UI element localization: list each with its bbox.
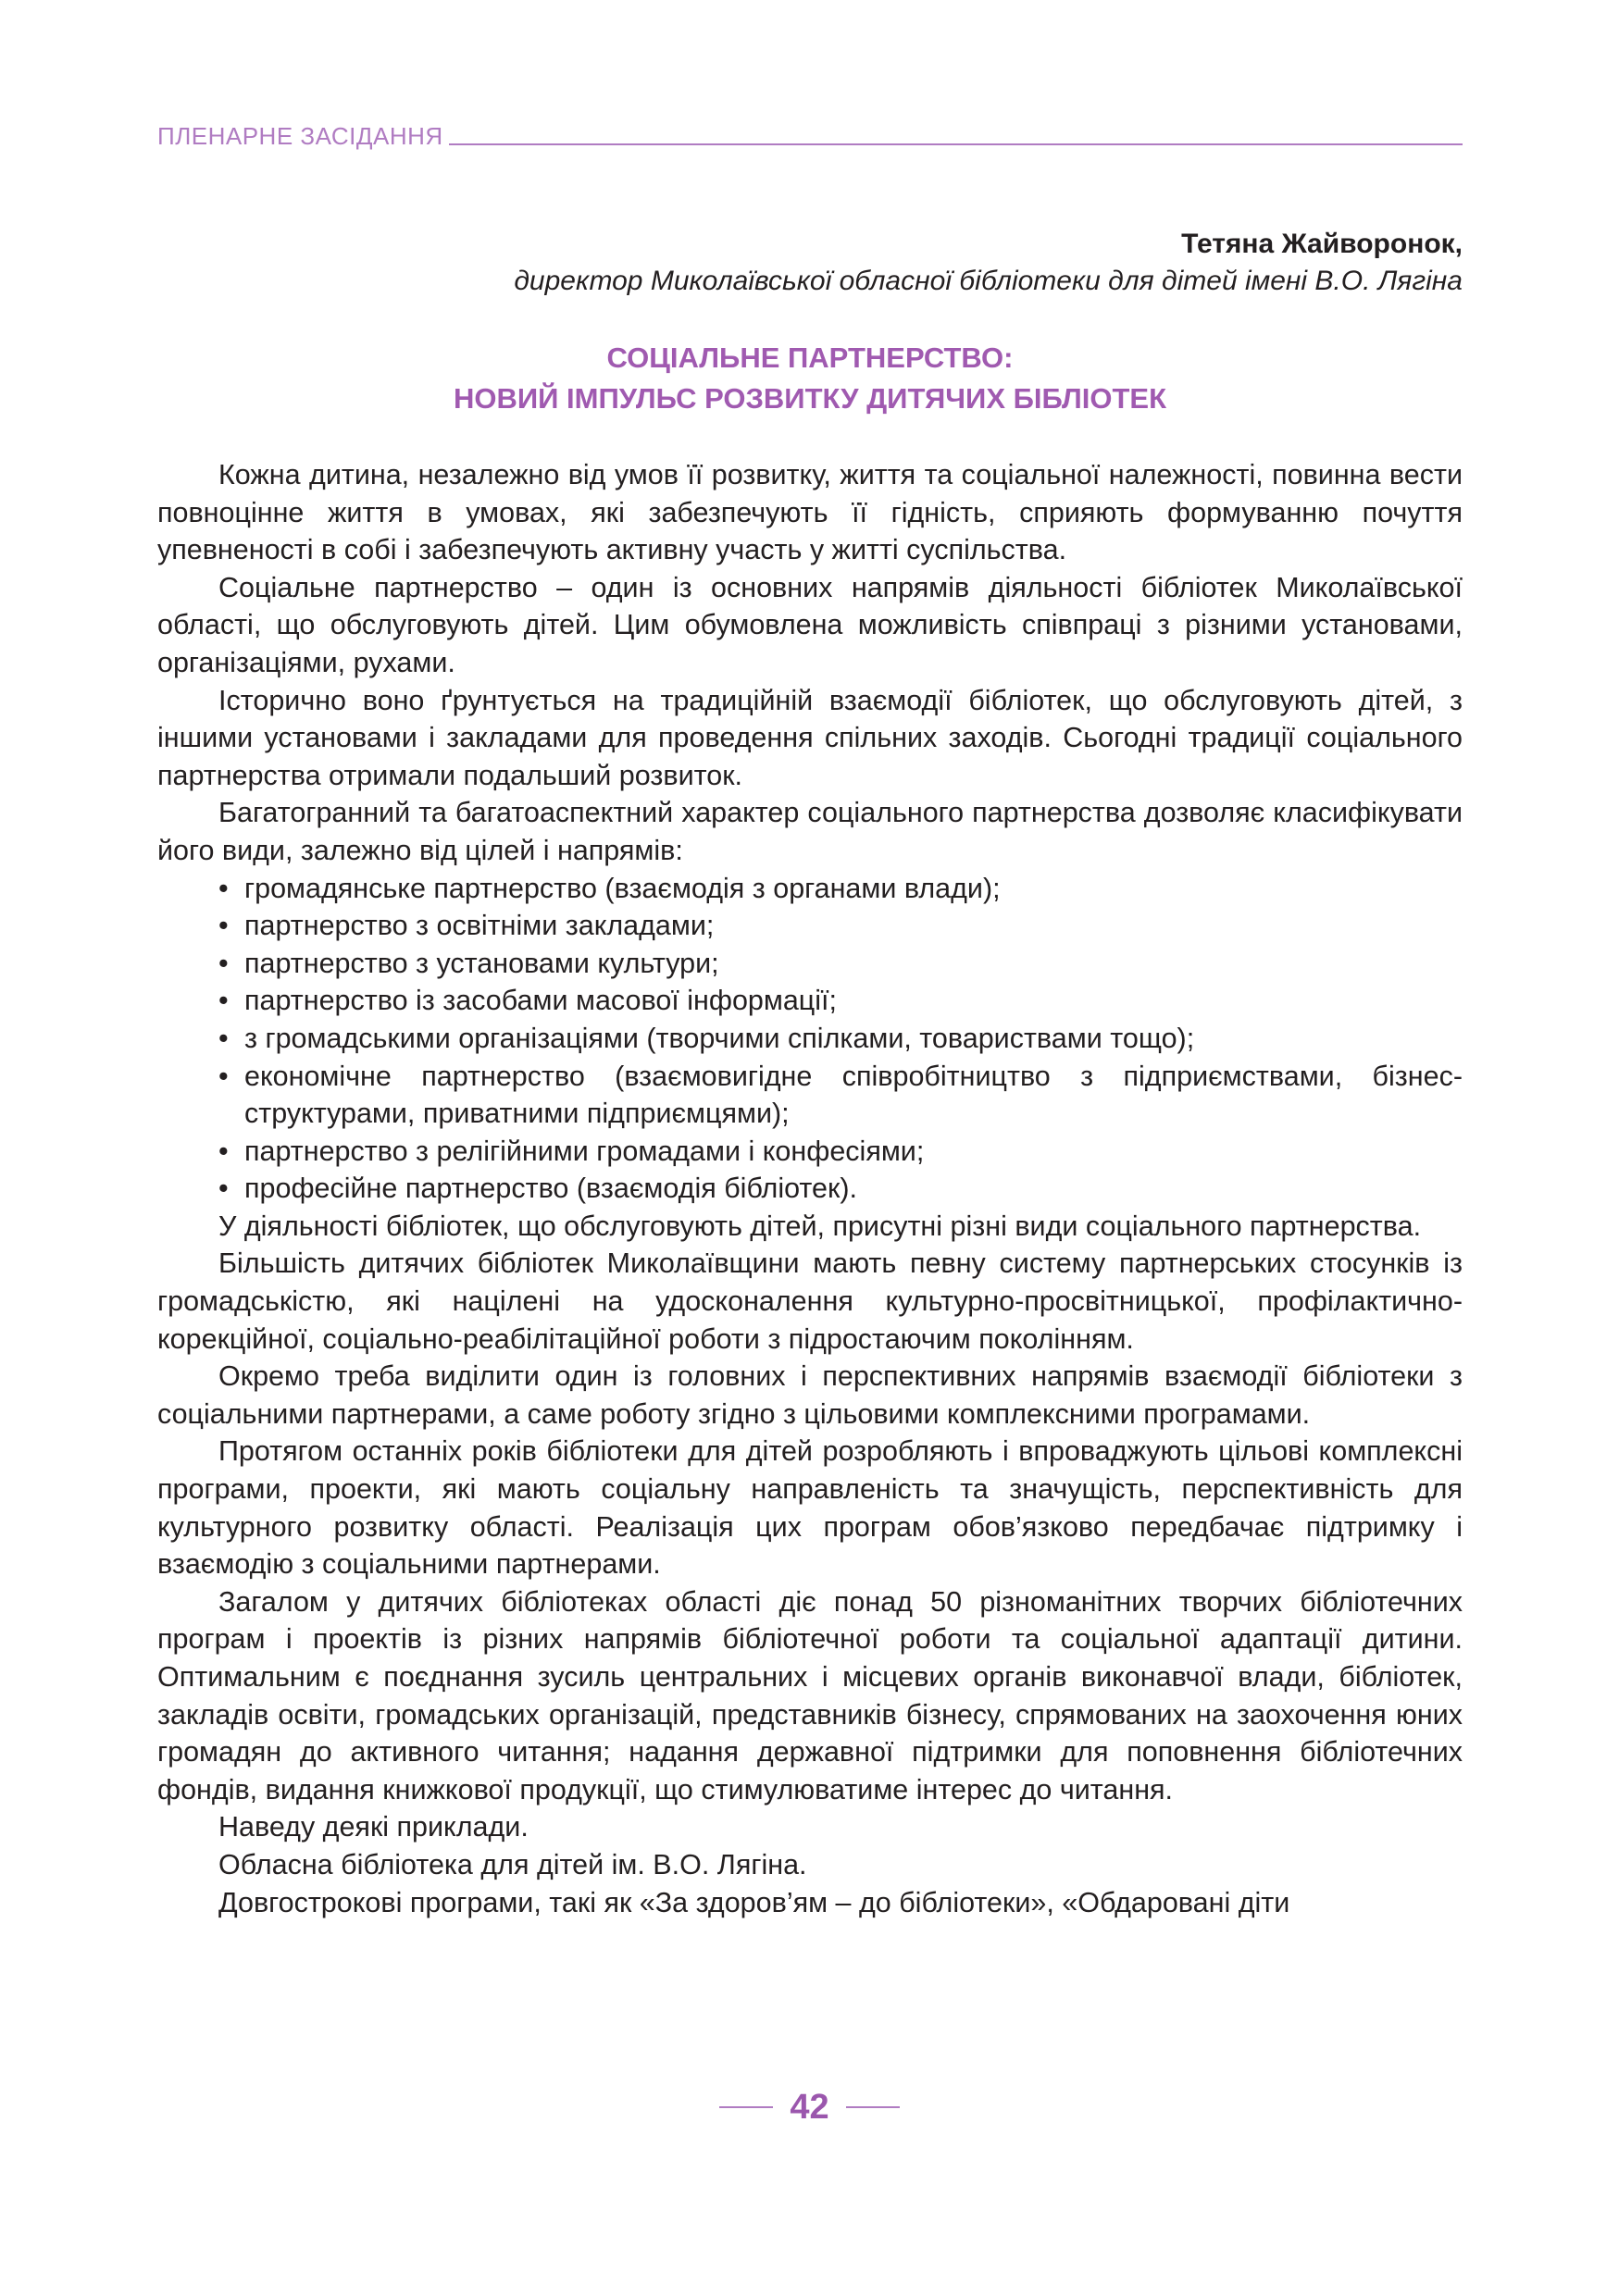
running-header xyxy=(157,124,1463,148)
paragraph: Більшість дитячих бібліотек Миколаївщини мають певну систему партнерських стосунків із громадськістю, які націлені на удосконалення культурно-просвітницької, профілактично-корекційної, соціально-реабілітаційної роботи з підростаючим поколінням. xyxy=(157,1247,1463,1355)
list-item xyxy=(157,1058,1463,1133)
bullet-icon: • xyxy=(218,1173,229,1205)
footer-rule-left xyxy=(719,2106,773,2108)
paragraph: Історично воно ґрунтується на традиційній взаємодії бібліотек, що обслуговують дітей, з іншими установами і закладами для проведення спільних заходів. Сьогодні традиції соціального партнерства отримали подальший розвиток. xyxy=(157,684,1463,791)
page-footer xyxy=(0,2090,1619,2125)
paragraph: Окремо треба виділити один із головних і перспективних напрямів взаємодії бібліотеки з соціальними партнерами, а саме роботу згідно з цільовими комплексними програмами. xyxy=(157,1360,1463,1430)
list-item xyxy=(157,1133,1463,1171)
list-item-text: партнерство із засобами масової інформації; xyxy=(244,985,837,1017)
page-number: 42 xyxy=(790,2088,829,2127)
paragraph: Наведу деякі приклади. xyxy=(218,1811,529,1843)
list-item-text: з громадськими організаціями (творчими спілками, товариствами тощо); xyxy=(244,1022,1195,1054)
header-rule xyxy=(449,143,1463,145)
article-body xyxy=(157,456,1463,1921)
bullet-icon: • xyxy=(218,1060,229,1092)
list-item-text: професійне партнерство (взаємодія бібліотек). xyxy=(244,1173,857,1205)
author-role: директор Миколаївської обласної бібліотеки для дітей імені В.О. Лягіна xyxy=(514,266,1463,296)
bullet-icon: • xyxy=(218,1022,229,1054)
list-item-text: партнерство з освітніми закладами; xyxy=(244,910,715,942)
list-item xyxy=(157,945,1463,983)
article-title xyxy=(157,338,1463,419)
section-label: ПЛЕНАРНЕ ЗАСІДАННЯ xyxy=(157,122,443,150)
paragraph: Загалом у дитячих бібліотеках області діє понад 50 різноманітних творчих бібліотечних програм і проектів із різних напрямів бібліотечної роботи та соціальної адаптації дитини. Оптимальним є поєднання зусиль центральних і місцевих органів виконавчої влади, бібліотек, закладів освіти, громадських організацій, представників бізнесу, спрямованих на заохочення юних громадян до активного читання; надання державної підтримки для поповнення бібліотечних фондів, видання книжкової продукції, що стимулюватиме інтерес до читання. xyxy=(157,1585,1463,1806)
title-line-2: НОВИЙ ІМПУЛЬС РОЗВИТКУ ДИТЯЧИХ БІБЛІОТЕК xyxy=(453,382,1167,415)
paragraph: У діяльності бібліотек, що обслуговують дітей, присутні різні види соціального партнерства. xyxy=(218,1210,1422,1242)
paragraph: Багатогранний та багатоаспектний характер соціального партнерства дозволяє класифікувати його види, залежно від цілей і напрямів: xyxy=(157,797,1463,866)
paragraph: Кожна дитина, незалежно від умов її розвитку, життя та соціальної належності, повинна вести повноцінне життя в умовах, які забезпечують її гідність, сприяють формуванню почуття упевненості в собі і забезпечують активну участь у житті суспільства. xyxy=(157,459,1463,566)
footer-rule-right xyxy=(846,2106,900,2108)
list-item xyxy=(157,1170,1463,1208)
paragraph: Довгострокові програми, такі як «За здоров’ям – до бібліотеки», «Обдаровані діти xyxy=(218,1886,1290,1918)
bullet-icon: • xyxy=(218,985,229,1017)
list-item-text: партнерство з релігійними громадами і конфесіями; xyxy=(244,1135,925,1167)
partnership-types-list xyxy=(157,870,1463,1208)
author-block xyxy=(157,226,1463,300)
list-item-text: економічне партнерство (взаємовигідне співробітництво з підприємствами, бізнес-структурами, приватними підприємцями); xyxy=(244,1060,1463,1130)
list-item-text: громадянське партнерство (взаємодія з органами влади); xyxy=(244,872,1001,904)
list-item xyxy=(157,907,1463,945)
paragraph: Протягом останніх років бібліотеки для дітей розробляють і впроваджують цільові комплексні програми, проекти, які мають соціальну направленість та значущість, перспективність для культурного розвитку області. Реалізація цих програм обов’язково передбачає підтримку і взаємодію з соціальними партнерами. xyxy=(157,1435,1463,1581)
title-line-1: СОЦІАЛЬНЕ ПАРТНЕРСТВО: xyxy=(606,341,1014,374)
author-name: Тетяна Жайворонок, xyxy=(1181,229,1463,259)
paragraph: Обласна бібліотека для дітей ім. В.О. Лягіна. xyxy=(218,1848,807,1880)
bullet-icon: • xyxy=(218,910,229,942)
paragraph: Соціальне партнерство – один із основних напрямів діяльності бібліотек Миколаївської області, що обслуговують дітей. Цим обумовлена можливість співпраці з різними установами, організаціями, рухами. xyxy=(157,571,1463,678)
list-item-text: партнерство з установами культури; xyxy=(244,947,719,979)
bullet-icon: • xyxy=(218,1135,229,1167)
bullet-icon: • xyxy=(218,947,229,979)
bullet-icon: • xyxy=(218,872,229,904)
list-item xyxy=(157,982,1463,1020)
list-item xyxy=(157,1020,1463,1058)
list-item xyxy=(157,870,1463,908)
